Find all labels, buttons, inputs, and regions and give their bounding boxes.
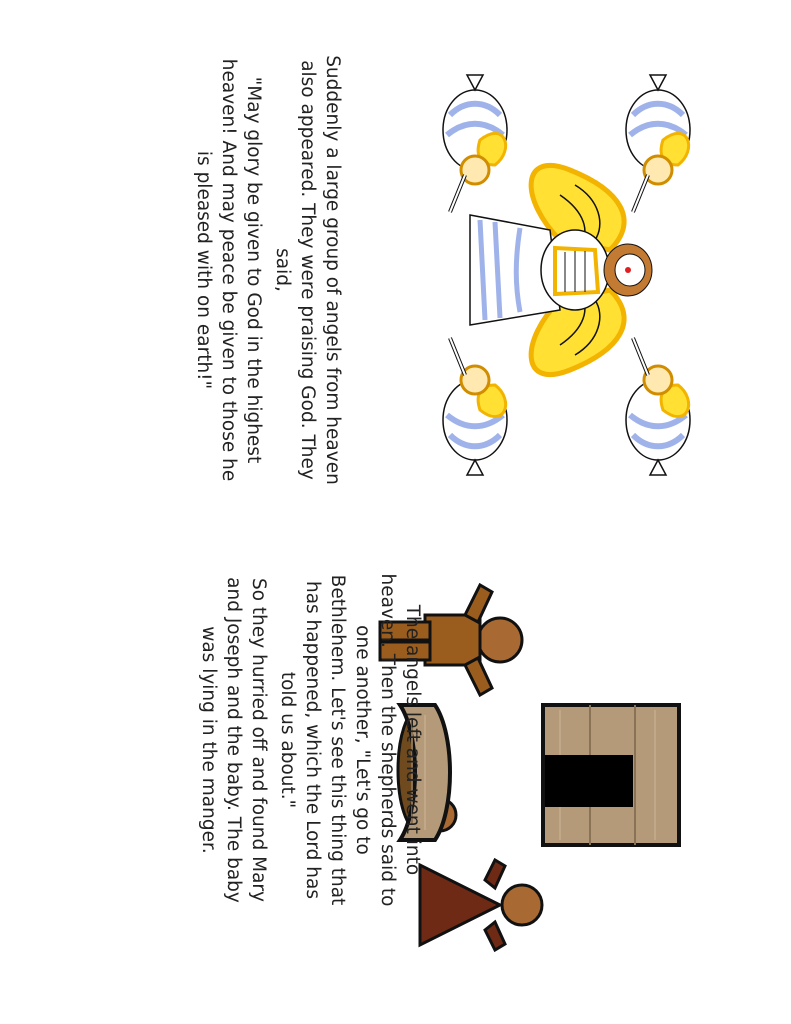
mary-figure — [420, 860, 542, 950]
story-text-angels — [145, 50, 345, 490]
small-angel-top-right — [626, 75, 690, 212]
story-paragraph: Suddenly a large group of angels from heaven also appeared. They were praising God. They said, — [272, 55, 343, 485]
story-paragraph: So they hurried off and found Mary and Joseph and the baby. The baby was lying in the manger. — [198, 577, 269, 903]
story-paragraph: "May glory be given to God in the highest heaven! And may peace be given to those he is pleased with on earth!" — [193, 58, 264, 482]
central-angel — [470, 165, 652, 374]
small-angel-top-left — [443, 75, 507, 212]
small-angel-bottom-left — [443, 338, 507, 475]
stable — [543, 705, 679, 845]
angels-illustration — [443, 75, 690, 475]
story-text-shepherds — [145, 570, 425, 910]
small-angel-bottom-right — [626, 338, 690, 475]
story-paragraph: The angels left and went into heaven. Then the shepherds said to one another, "Let's go to Bethlehem. Let's see this thing that has happened, which the Lord has told us about." — [277, 573, 423, 907]
